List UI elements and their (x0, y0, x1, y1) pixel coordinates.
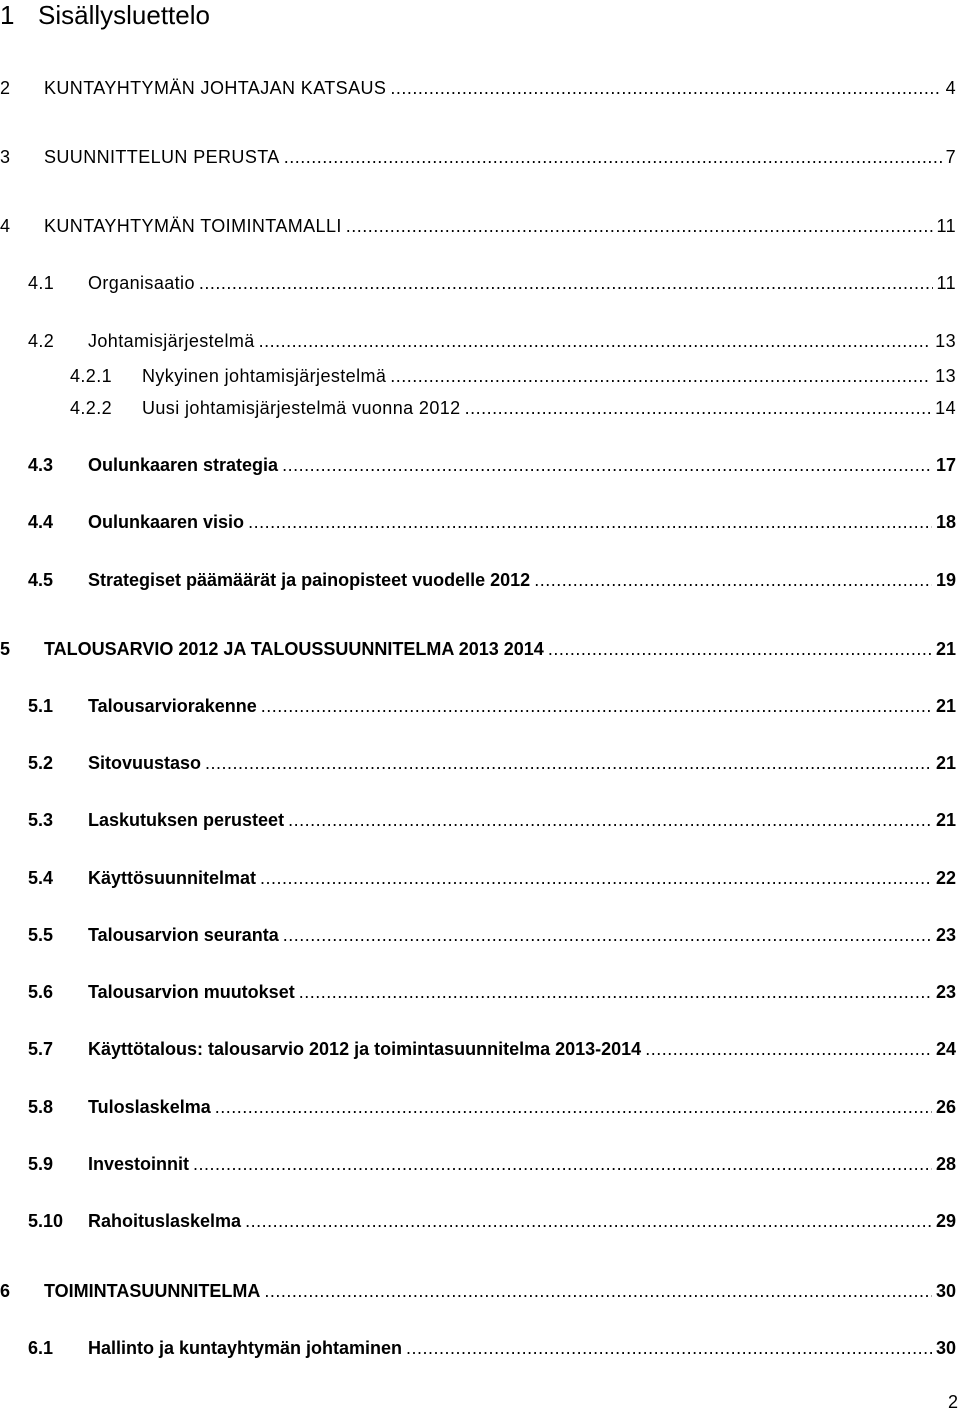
toc-leader-dots (534, 568, 932, 592)
toc-entry-number: 6 (0, 1281, 11, 1301)
toc-leader-dots (288, 808, 932, 832)
toc-leader-dots (299, 980, 932, 1004)
toc-entry-4-2[interactable] (0, 329, 956, 353)
toc-leader-dots (548, 637, 932, 661)
toc-entry-6[interactable] (0, 1279, 956, 1303)
toc-entry-number: 4.1 (28, 273, 55, 293)
toc-leader-dots (283, 923, 932, 947)
toc-entry-number: 5.8 (28, 1097, 54, 1117)
toc-entry-page: 17 (935, 455, 956, 475)
toc-entry-5-2[interactable] (0, 751, 956, 775)
toc-entry-page: 14 (935, 398, 956, 418)
toc-entry-label: Käyttötalous: talousarvio 2012 ja toimintasuunnitelma 2013-2014 (88, 1039, 642, 1059)
toc-entry-page: 21 (935, 696, 956, 716)
toc-entry-number: 5.4 (28, 868, 54, 888)
toc-entry-number: 5.10 (28, 1211, 64, 1231)
toc-entry-label: Sitovuustaso (88, 753, 202, 773)
toc-leader-dots (260, 866, 932, 890)
toc-entry-page: 21 (935, 753, 956, 773)
toc-entry-number: 4.5 (28, 570, 54, 590)
toc-leader-dots (390, 364, 931, 388)
toc-entry-4-4[interactable] (0, 510, 956, 534)
toc-entry-5-1[interactable] (0, 694, 956, 718)
toc-entry-label: Talousarviorakenne (88, 696, 257, 716)
toc-entry-label: KUNTAYHTYMÄN JOHTAJAN KATSAUS (44, 78, 387, 98)
toc-entry-3[interactable] (0, 145, 956, 169)
toc-entry-page: 19 (935, 570, 956, 590)
toc-entry-5-5[interactable] (0, 923, 956, 947)
toc-entry-page: 21 (935, 810, 956, 830)
toc-entry-label: Hallinto ja kuntayhtymän johtaminen (88, 1338, 403, 1358)
toc-entry-5-4[interactable] (0, 866, 956, 890)
toc-entry-label: Strategiset päämäärät ja painopisteet vuodelle 2012 (88, 570, 531, 590)
toc-entry-number: 5 (0, 639, 11, 659)
toc-entry-label: TOIMINTASUUNNITELMA (44, 1281, 261, 1301)
page-number: 2 (947, 1392, 958, 1412)
toc-entry-number: 5.1 (28, 696, 54, 716)
toc-entry-label: Oulunkaaren visio (88, 512, 245, 532)
toc-entry-number: 4.2.1 (70, 366, 113, 386)
toc-leader-dots (205, 751, 932, 775)
toc-entry-page: 11 (936, 273, 956, 293)
toc-entry-label: Käyttösuunnitelmat (88, 868, 257, 888)
toc-entry-page: 18 (935, 512, 956, 532)
toc-entry-number: 4 (0, 216, 11, 236)
toc-entry-number: 2 (0, 78, 11, 98)
toc-entry-number: 4.3 (28, 455, 54, 475)
toc-leader-dots (264, 1279, 932, 1303)
toc-entry-label: Rahoituslaskelma (88, 1211, 242, 1231)
toc-entry-label: Laskutuksen perusteet (88, 810, 285, 830)
toc-entry-page: 23 (935, 925, 956, 945)
toc-entry-number: 5.3 (28, 810, 54, 830)
toc-entry-page: 22 (935, 868, 956, 888)
toc-entry-number: 5.9 (28, 1154, 54, 1174)
toc-leader-dots (465, 396, 932, 420)
toc-entry-number: 4.2.2 (70, 398, 113, 418)
toc-entry-label: Uusi johtamisjärjestelmä vuonna 2012 (142, 398, 461, 418)
toc-entry-page: 28 (935, 1154, 956, 1174)
toc-entry-label: TALOUSARVIO 2012 JA TALOUSSUUNNITELMA 2013 2014 (44, 639, 544, 659)
toc-entry-label: Talousarvion muutokset (88, 982, 295, 1002)
toc-entry-5-9[interactable] (0, 1152, 956, 1176)
toc-entry-page: 4 (945, 78, 956, 98)
page-title (0, 0, 210, 30)
toc-entry-label: Investoinnit (88, 1154, 190, 1174)
toc-entry-page: 26 (935, 1097, 956, 1117)
toc-entry-5-10[interactable] (0, 1209, 956, 1233)
toc-entry-4-1[interactable] (0, 271, 956, 295)
toc-entry-label: Organisaatio (88, 273, 195, 293)
toc-entry-label: SUUNNITTELUN PERUSTA (44, 147, 280, 167)
toc-entry-5-6[interactable] (0, 980, 956, 1004)
toc-entry-5-7[interactable] (0, 1037, 956, 1061)
toc-entry-number: 5.6 (28, 982, 54, 1002)
toc-leader-dots (245, 1209, 932, 1233)
toc-entry-5-3[interactable] (0, 808, 956, 832)
toc-entry-4[interactable] (0, 214, 956, 238)
toc-entry-page: 30 (935, 1338, 956, 1358)
toc-leader-dots (406, 1336, 932, 1360)
toc-leader-dots (248, 510, 932, 534)
toc-leader-dots (346, 214, 933, 238)
toc-entry-number: 4.2 (28, 331, 55, 351)
toc-entry-label: KUNTAYHTYMÄN TOIMINTAMALLI (44, 216, 342, 236)
toc-leader-dots (215, 1095, 932, 1119)
toc-leader-dots (259, 329, 932, 353)
toc-leader-dots (199, 271, 933, 295)
toc-entry-page: 24 (935, 1039, 956, 1059)
toc-entry-label: Oulunkaaren strategia (88, 455, 279, 475)
toc-entry-number: 4.4 (28, 512, 54, 532)
toc-entry-5-8[interactable] (0, 1095, 956, 1119)
toc-entry-page: 11 (936, 216, 956, 236)
toc-entry-4-3[interactable] (0, 453, 956, 477)
toc-leader-dots (284, 145, 942, 169)
toc-entry-page: 13 (935, 331, 956, 351)
toc-entry-number: 3 (0, 147, 11, 167)
toc-entry-4-2-2[interactable] (0, 396, 956, 420)
toc-entry-number: 5.5 (28, 925, 54, 945)
toc-entry-label: Tuloslaskelma (88, 1097, 211, 1117)
title-text: Sisällysluettelo (38, 0, 210, 30)
toc-entry-label: Nykyinen johtamisjärjestelmä (142, 366, 387, 386)
toc-entry-page: 23 (935, 982, 956, 1002)
toc-entry-6-1[interactable] (0, 1336, 956, 1360)
toc-entry-number: 5.2 (28, 753, 54, 773)
toc-leader-dots (645, 1037, 932, 1061)
toc-entry-5[interactable] (0, 637, 956, 661)
toc-entry-number: 5.7 (28, 1039, 54, 1059)
toc-entry-page: 30 (935, 1281, 956, 1301)
toc-leader-dots (282, 453, 932, 477)
toc-entry-label: Johtamisjärjestelmä (88, 331, 255, 351)
toc-entry-number: 6.1 (28, 1338, 54, 1358)
toc-entry-4-5[interactable] (0, 568, 956, 592)
toc-entry-page: 7 (945, 147, 956, 167)
toc-entry-2[interactable] (0, 76, 956, 100)
toc-entry-page: 13 (935, 366, 956, 386)
title-number: 1 (0, 0, 15, 30)
toc-entry-4-2-1[interactable] (0, 364, 956, 388)
toc-entry-page: 21 (935, 639, 956, 659)
toc-leader-dots (193, 1152, 932, 1176)
toc-entry-label: Talousarvion seuranta (88, 925, 279, 945)
toc-leader-dots (261, 694, 932, 718)
toc-entry-page: 29 (935, 1211, 956, 1231)
toc-leader-dots (390, 76, 941, 100)
